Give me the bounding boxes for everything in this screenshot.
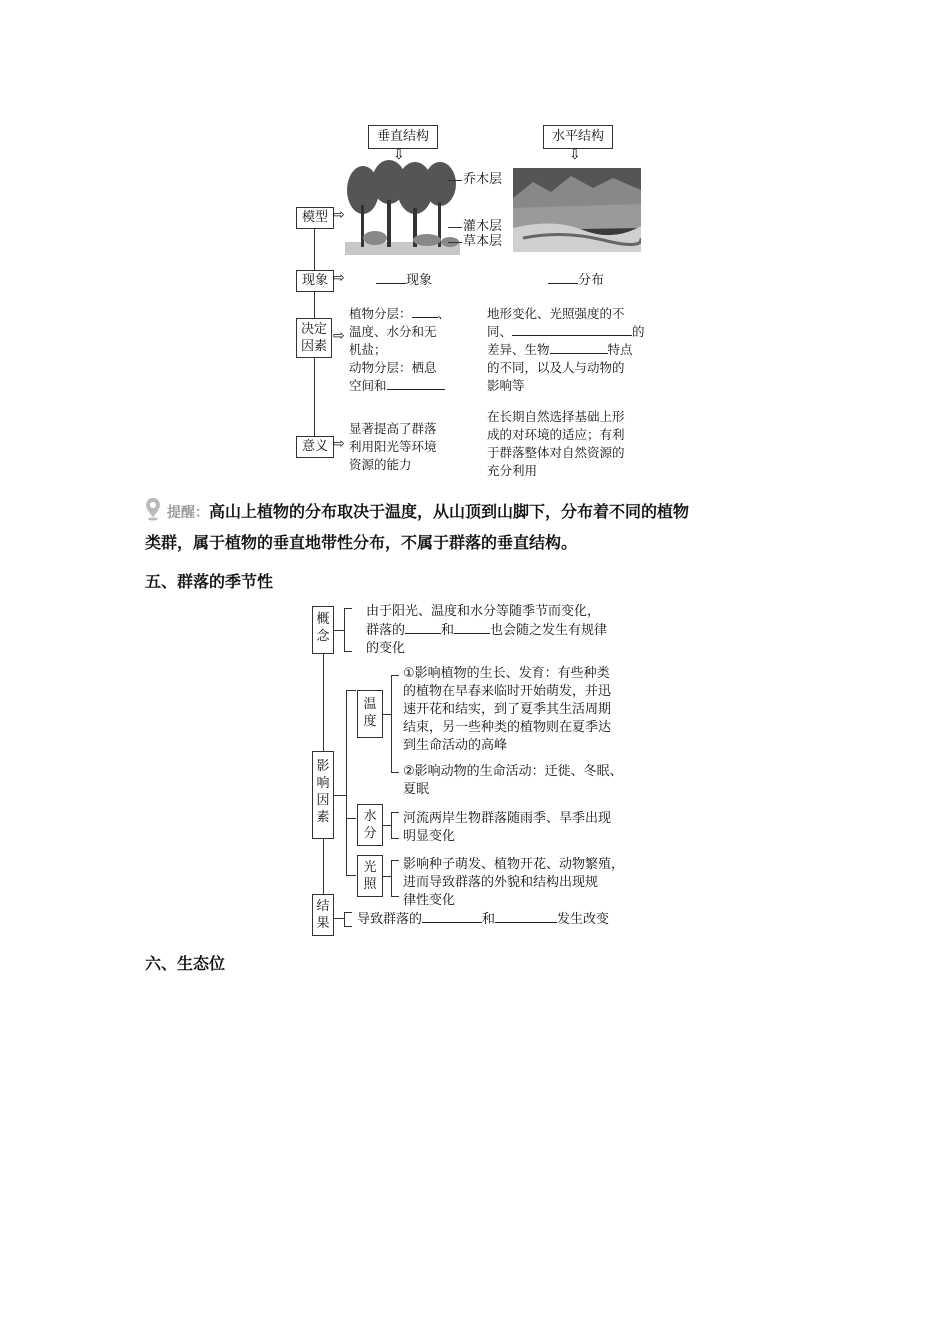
fill-blank[interactable] [387,377,445,390]
fill-blank[interactable] [412,305,438,318]
right-arrow-icon: ⇨ [333,436,345,452]
fill-blank[interactable] [376,271,406,284]
row-label-factors: 决定因素 [296,318,332,358]
fill-blank[interactable] [548,271,578,284]
row-label-model: 模型 [296,207,334,229]
concept-text: 由于阳光、温度和水分等随季节而变化， 群落的 和 也会随之发生有规律 的变化 [366,604,608,656]
forest-illustration [345,160,460,255]
vertical-phenomenon: 现象 [376,271,432,290]
temperature-plant-text: ①影响植物的生长、发育：有些种类 的植物在早春来临时开始萌发，并迅 速开花和结实，到了夏季其生活周期 结束，另一些种类的植物则在夏季达 到生命活动的高峰 [403,666,612,753]
tree-layer-label: 乔木层 [463,172,503,187]
landscape-photo [513,168,641,252]
herb-layer-label: 草本层 [463,234,503,249]
fill-blank[interactable] [550,341,608,354]
temperature-animal-text: ②影响动物的生命活动：迁徙、冬眠、 夏眠 [403,764,623,797]
right-arrow-icon: ⇨ [333,270,345,286]
water-label: 水分 [357,804,383,846]
vertical-factors: 植物分层： 、 温度、水分和无 机盐； 动物分层：栖息 空间和 [349,306,451,393]
result-text: 导致群落的 和 发生改变 [357,912,610,927]
result-label: 结果 [312,894,334,936]
vertical-significance: 显著提高了群落 利用阳光等环境 资源的能力 [349,421,437,472]
fill-blank[interactable] [405,621,441,634]
factors-label: 影响因素 [312,751,334,839]
shrub-layer-label: 灌木层 [463,219,503,234]
temperature-label: 温度 [357,690,383,738]
vertical-structure-label: 垂直结构 [368,125,438,149]
horizontal-factors: 地形变化、光照强度的不 同、 的 差异、生物 特点 的不同，以及人与动物的 影响等 [487,306,645,393]
tip-line-1: 高山上植物的分布取决于温度，从山顶到山脚下，分布着不同的植物 [209,502,690,521]
water-text: 河流两岸生物群落随雨季、旱季出现 明显变化 [403,811,612,844]
concept-label: 概念 [312,606,334,654]
down-arrow-icon: ⇩ [569,147,581,163]
fill-blank[interactable] [495,910,557,923]
right-arrow-icon: ⇨ [333,207,345,223]
tip-label: 提醒： [167,505,209,521]
fill-blank[interactable] [422,910,482,923]
light-text: 影响种子萌发、植物开花、动物繁殖， 进而导致群落的外貌和结构出现规 律性变化 [403,857,625,908]
tip-line-2: 类群，属于植物的垂直地带性分布，不属于群落的垂直结构。 [145,533,578,552]
fill-blank[interactable] [512,323,632,336]
row-label-phenomenon: 现象 [296,270,334,292]
horizontal-significance: 在长期自然选择基础上形 成的对环境的适应；有利 于群落整体对自然资源的 充分利用 [487,409,625,478]
light-label: 光照 [357,855,383,897]
row-label-significance: 意义 [296,436,334,458]
tip-block [145,497,825,558]
section-title: 六、生态位 [145,954,226,973]
horizontal-structure-label: 水平结构 [543,125,613,149]
down-arrow-icon: ⇩ [393,147,405,163]
section-title: 五、群落的季节性 [145,572,274,591]
location-pin-icon [145,497,161,521]
right-arrow-icon: ⇨ [333,328,345,344]
horizontal-phenomenon: 分布 [548,271,604,290]
fill-blank[interactable] [454,621,490,634]
